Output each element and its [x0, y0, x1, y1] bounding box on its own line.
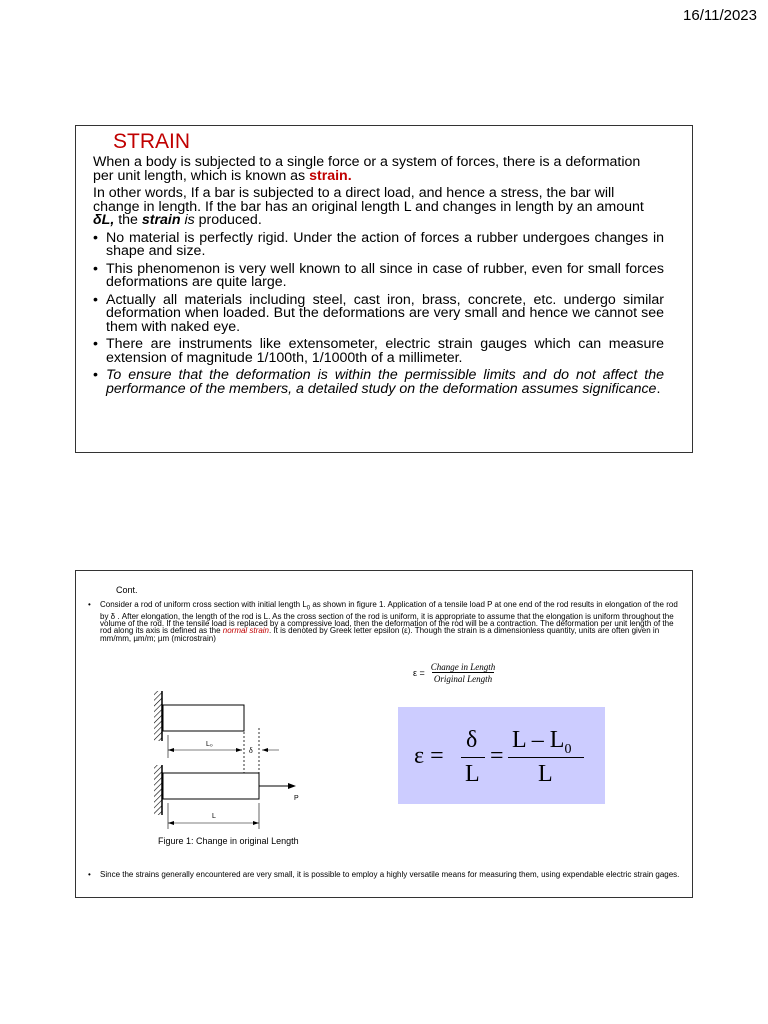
list-item: • No material is perfectly rigid. Under the action of forces a rubber undergoes changes in shape and size.: [93, 232, 664, 259]
figure-caption: Figure 1: Change in original Length: [158, 836, 299, 846]
definition-paragraph: In other words, If a bar is subjected to a direct load, and hence a stress, the bar will change in length. If the bar has an original length L and changes in length by an amount δL, the strain is produced.: [93, 185, 644, 228]
slide-body: [93, 156, 664, 400]
list-item: • Actually all materials including steel, cast iron, brass, concrete, etc. undergo similar deformation when loaded. But the deformations are very small and hence we cannot see them with naked eye.: [93, 294, 664, 335]
label-p: P: [294, 795, 299, 802]
label-l: L: [212, 813, 216, 820]
rod-elongation-figure: [154, 683, 394, 838]
label-delta: δ: [249, 746, 253, 755]
slide-strain: [75, 125, 693, 453]
strain-gage-note: [88, 871, 682, 878]
strain-formula-small: ε = $\frac{\text{Change in Length}}{\text{Original Length}}$: [413, 662, 496, 684]
list-item: • Since the strains generally encountered are very small, it is possible to employ a highly versatile means for measuring them, using expendable electric strain gages.: [88, 871, 682, 878]
label-lo: L₀: [206, 741, 213, 748]
list-item: • This phenomenon is very well known to all since in case of rubber, even for small forces deformations are quite large.: [93, 263, 664, 290]
strain-highlight: strain.: [309, 167, 352, 184]
list-item: • Consider a rod of uniform cross section with initial length $L_0$ as shown in figure 1. Application of a tensile load P at one end of the rod results in elongation of the rod by δ . After elongation, the length of the rod is L. As the cross section of the rod is uniform, it is appropriate to assume that the elongation is uniform throughout the volume of the rod. If the tensile load is replaced by a compressive load, then the deformation of the rod will be a contraction. The deformation per unit length of the rod along its axis is defined as the normal strain. It is denoted by Greek letter epsilon (ε). Though the strain is a dimensionless quantity, units are often given in mm/mm, µm/m; µm (microstrain): [88, 601, 682, 642]
list-item: • To ensure that the deformation is within the permissible limits and do not affect the performance of the members, a detailed study on the deformation assumes significance.: [93, 369, 664, 396]
list-item: • There are instruments like extensometer, electric strain gauges which can measure extension of magnitude 1/100th, 1/1000th of a millimeter.: [93, 338, 664, 365]
intro-paragraph: When a body is subjected to a single force or a system of forces, there is a deformation per unit length, which is known as strain.: [93, 154, 641, 184]
slide-title: STRAIN: [113, 130, 191, 153]
bullet-list: [93, 229, 664, 397]
page-date: 16/11/2023: [683, 7, 757, 24]
slide-cont: [75, 570, 693, 898]
cont-label: Cont.: [116, 585, 138, 595]
rod-description: [88, 601, 682, 642]
strain-formula-large: ε = δ L = L – $L_0$ L: [398, 707, 605, 804]
